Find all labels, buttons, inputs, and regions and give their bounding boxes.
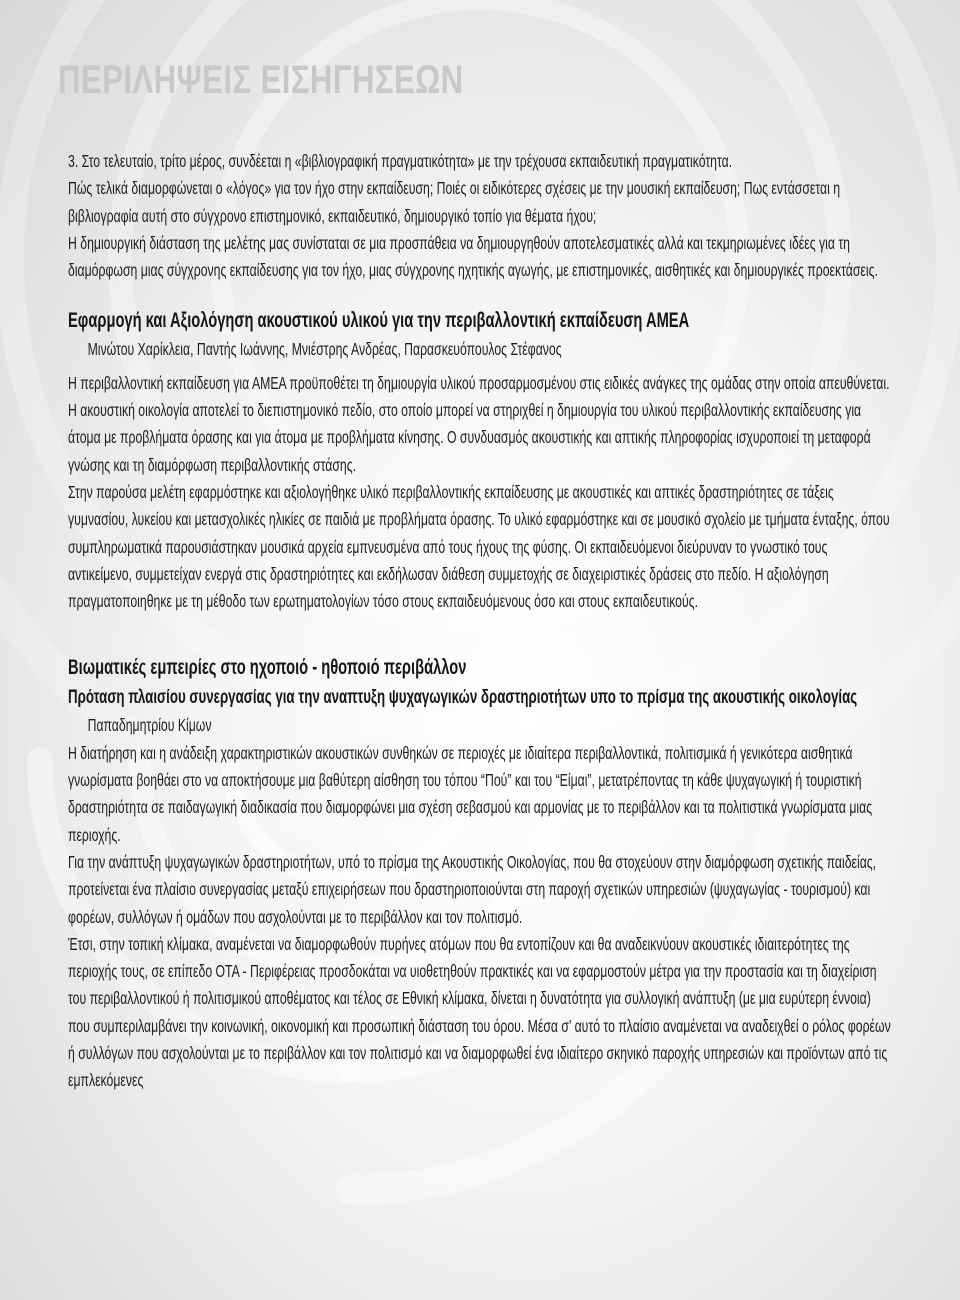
intro-questions: Πώς τελικά διαμορφώνεται ο «λόγος» για τον ήχο στην εκπαίδευση; Ποιές οι ειδικότερες σχέσεις με την μουσική εκπαίδευση; Πως εντάσσεται η βιβλιογραφία αυτή στο σύγχρονο επιστημονικό, εκπαιδευτικό, δημιουργικό τοπίο για θέματα ήχου; (68, 178, 841, 226)
section-title-amea: Εφαρμογή και Αξιολόγηση ακουστικού υλικού για την περιβαλλοντική εκπαίδευση ΑΜΕΑ (68, 309, 690, 333)
section-title-soundscape: Βιωματικές εμπειρίες στο ηχοποιό - ηθοποιό περιβάλλον (68, 656, 467, 680)
amea-paragraph-1: Η περιβαλλοντική εκπαίδευση για ΑΜΕΑ προϋποθέτει τη δημιουργία υλικού προσαρμοσμένου στις ειδικές ανάγκες της ομάδας στην οποία απευθύνεται. (68, 372, 890, 393)
soundscape-paragraph-1: Η διατήρηση και η ανάδειξη χαρακτηριστικών ακουστικών συνθηκών σε περιοχές με ιδιαίτερα περιβαλλοντικά, πολιτισμικά ή γενικότερα αισθητικά γνωρίσματα βοηθάει στο να αποκτήσουμε μια βαθύτερη αίσθηση του τόπου “Πού” και του “Είμαι”, μετατρέποντας τη κάθε ψυχαγωγική ή τουριστική δραστηριότητα σε παιδαγωγική διαδικασία που διαμορφώνει μια σχέση σεβασμού και αρμονίας με το περιβάλλον και τα πολιτιστικά γνωρίσματα μιας περιοχής. (68, 742, 873, 845)
soundscape-paragraph-2: Για την ανάπτυξη ψυχαγωγικών δραστηριοτήτων, υπό το πρίσμα της Ακουστικής Οικολογίας, που θα στοχεύουν στην διαμόρφωση σχετικής παιδείας, προτείνεται ένα πλαίσιο συνεργασίας μεταξύ επιχειρήσεων που δραστηριοποιούνται στη παροχή σχετικών υπηρεσιών (ψυχαγωγίας - τουρισμού) και φορέων, συλλόγων ή ομάδων που ασχολούνται με το περιβάλλον και τον πολιτισμό. (68, 851, 877, 927)
intro-creative-dimension: Η δημιουργική διάσταση της μελέτης μας συνίσταται σε μια προσπάθεια να δημιουργηθούν αποτελεσματικές αλλά και τεκμηριωμένες ιδέες για τη διαμόρφωση μιας σύγχρονης εκπαίδευσης για τον ήχο, μιας σύγχρονης ηχητικής αγωγής, με επιστημονικές, αισθητικές και δημιουργικές προεκτάσεις. (68, 232, 878, 281)
soundscape-paragraph-3: Έτσι, στην τοπική κλίμακα, αναμένεται να διαμορφωθούν πυρήνες ατόμων που θα εντοπίζουν και θα αναδεικνύουν ακουστικές ιδιαιτερότητες της περιοχής τους, σε επίπεδο ΟΤΑ - Περιφέρειας προσδοκάται να υιοθετηθούν πρακτικές και να εφαρμοστούν μέτρα για την προστασία και τη διαχείριση του περιβαλλοντικού ή πολιτισμικού αποθέματος και τέλος σε Εθνική κλίμακα, δίνεται η δυνατότητα για συλλογική ανάπτυξη (με μια ευρύτερη έννοια) που συμπεριλαμβάνει την κοινωνική, οικονομική και προσωπική διάσταση του όρου. Μέσα σ’ αυτό το πλαίσιο αναμένεται να αναδειχθεί ο ρόλος φορέων ή συλλόγων που ασχολούνται με το περιβάλλον και τον πολιτισμό και να διαμορφωθεί ένα ιδιαίτερο σκηνικό παροχής υπηρεσιών και προϊόντων από τις εμπλεκόμενες (68, 933, 891, 1091)
section-author-soundscape: Παπαδημητρίου Κίμων (87, 715, 212, 736)
amea-paragraph-2: Η ακουστική οικολογία αποτελεί το διεπιστημονικό πεδίο, στο οποίο μπορεί να στηριχθεί η δημιουργία του υλικού περιβαλλοντικής εκπαίδευσης για άτομα με προβλήματα όρασης και για άτομα με προβλήματα κίνησης. Ο συνδυασμός ακουστικής και απτικής πληροφορίας ισχυροποιεί τη μεταφορά γνώσης και τη διαμόρφωση περιβαλλοντικής στάσης. (68, 400, 871, 475)
abstracts-content (68, 148, 894, 1095)
section-subtitle-soundscape: Πρόταση πλαισίου συνεργασίας για την αναπτυξη ψυχαγωγικών δραστηριοτήτων υπο το πρίσμα της ακουστικής οικολογίας (68, 687, 858, 709)
amea-paragraph-3: Στην παρούσα μελέτη εφαρμόστηκε και αξιολογήθηκε υλικό περιβαλλοντικής εκπαίδευσης με ακουστικές και απτικές δραστηριότητες σε τάξεις γυμνασίου, λυκείου και μετασχολικές ηλικίες σε παιδιά με προβλήματα όρασης. Το υλικό εφαρμόστηκε και σε μουσικό σχολείο με τμήματα ένταξης, όπου συμπληρωματικά παρουσιάστηκαν μουσικά αρχεία εμπνευσμένα από τους ήχους της φύσης. Οι εκπαιδευόμενοι διεύρυναν το γνωστικό τους αντικείμενο, συμμετείχαν ενεργά στις δραστηριότητες και εκδήλωσαν διάθεση συμμετοχής σε διαχειριστικές δράσεις στο πεδίο. Η αξιολόγηση πραγματοποιηθηκε με τη μέθοδο των ερωτηματολογίων τόσο στους εκπαιδευόμενους όσο και στους εκπαιδευτικούς. (68, 481, 890, 612)
intro-item-3: 3. Στο τελευταίο, τρίτο μέρος, συνδέεται η «βιβλιογραφική πραγματικότητα» με την τρέχουσα εκπαιδευτική πραγματικότητα. (68, 151, 733, 171)
section-authors-amea: Μινώτου Χαρίκλεια, Παντής Ιωάννης, Μνιέστρης Ανδρέας, Παρασκευόπουλος Στέφανος (87, 339, 562, 360)
page-header-title: ΠΕΡΙΛΗΨΕΙΣ ΕΙΣΗΓΗΣΕΩΝ (58, 58, 464, 102)
